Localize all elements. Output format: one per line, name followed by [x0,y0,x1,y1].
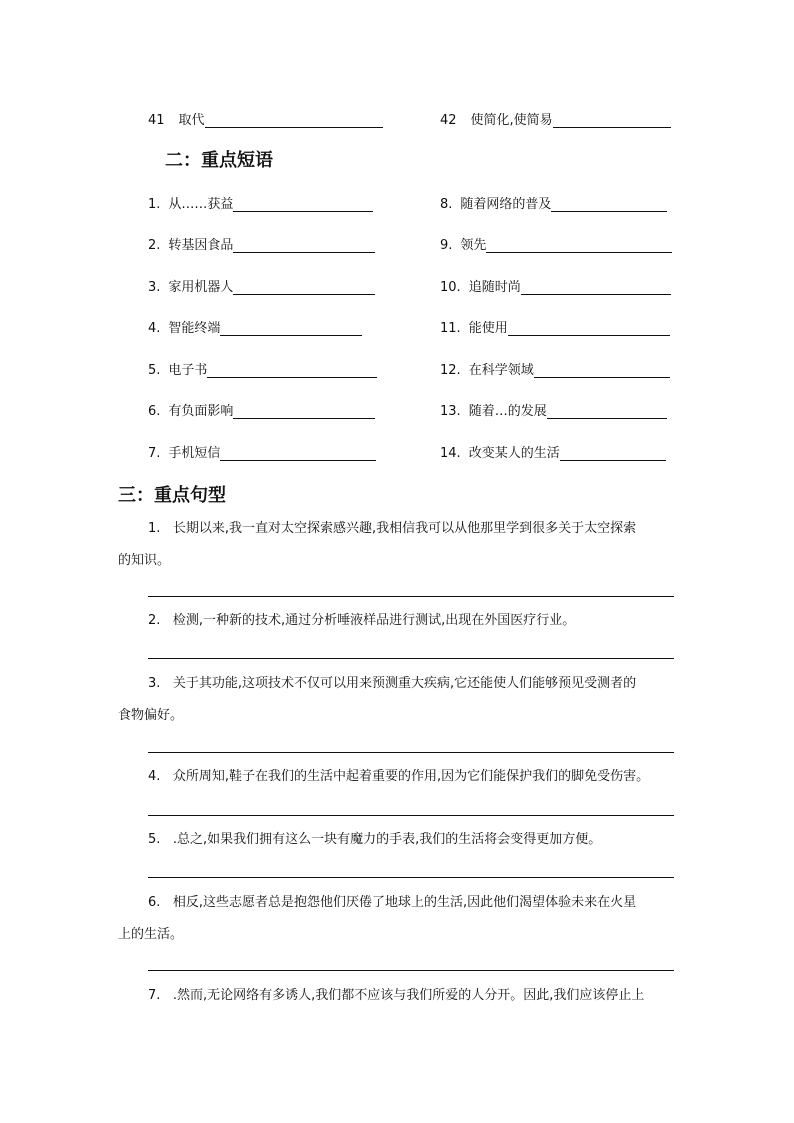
phrase-number: 13. [440,404,461,419]
phrase-item-11 [440,316,670,336]
phrase-number: 10. [440,280,461,295]
vocab-number: 42 [440,113,457,128]
phrase-item-2 [148,233,375,253]
sentence-number: 3. [148,676,161,691]
sentence-text-cont: 上的生活。 [118,927,184,942]
phrase-number: 6. [148,404,161,419]
answer-blank[interactable] [207,363,377,378]
sentence-text: .然而,无论网络有多诱人,我们都不应该与我们所爱的人分开。因此,我们应该停止上 [172,988,645,1003]
phrase-item-1 [148,192,373,212]
section-2-heading: 二：重点短语 [165,150,273,171]
answer-line[interactable] [148,752,674,753]
phrase-number: 11. [440,321,461,336]
phrase-number: 12. [440,363,461,378]
sentence-number: 4. [148,769,161,784]
answer-line[interactable] [148,815,674,816]
phrase-item-9 [440,233,672,253]
sentence-text: 众所周知,鞋子在我们的生活中起着重要的作用,因为它们能保护我们的脚免受伤害。 [172,769,650,784]
answer-blank[interactable] [521,280,671,295]
answer-blank[interactable] [553,113,671,128]
sentence-number: 5. [148,832,161,847]
phrase-text: 家用机器人 [168,280,234,295]
section-3-heading: 三：重点句型 [118,485,226,506]
phrase-text: 领先 [460,238,487,253]
vocab-number: 41 [148,113,165,128]
phrase-item-4 [148,316,362,336]
phrase-number: 3. [148,280,161,295]
sentence-number: 1. [148,521,161,536]
phrase-number: 7. [148,446,161,461]
phrase-text: 有负面影响 [168,404,234,419]
phrase-item-7 [148,441,376,461]
answer-blank[interactable] [233,197,373,212]
phrase-number: 4. [148,321,161,336]
answer-blank[interactable] [233,238,375,253]
phrase-text: 智能终端 [168,321,221,336]
phrase-text: 电子书 [168,363,208,378]
phrase-item-13 [440,399,667,419]
answer-blank[interactable] [220,446,376,461]
sentence-text: 相反,这些志愿者总是抱怨他们厌倦了地球上的生活,因此他们渴望体验未来在火星 [172,895,637,910]
phrase-text: 改变某人的生活 [468,446,560,461]
answer-blank[interactable] [233,404,375,419]
phrase-number: 9. [440,238,453,253]
sentence-text: 关于其功能,这项技术不仅可以用来预测重大疾病,它还能使人们能够预见受测者的 [172,676,637,691]
answer-blank[interactable] [547,404,667,419]
sentence-text: .总之,如果我们拥有这么一块有魔力的手表,我们的生活将会变得更加方便。 [172,832,602,847]
sentence-4 [118,761,678,793]
phrase-number: 1. [148,197,161,212]
answer-line[interactable] [148,877,674,878]
phrase-number: 14. [440,446,461,461]
vocab-text: 取代 [178,113,205,128]
answer-blank[interactable] [205,113,383,128]
phrase-item-14 [440,441,666,461]
vocab-item-41 [148,108,383,128]
phrase-text: 随着…的发展 [468,404,547,419]
sentence-text-cont: 食物偏好。 [118,708,184,723]
sentence-number: 6. [148,895,161,910]
answer-blank[interactable] [220,321,362,336]
phrase-text: 追随时尚 [468,280,521,295]
phrase-text: 转基因食品 [168,238,234,253]
sentence-number: 7. [148,988,161,1003]
answer-blank[interactable] [560,446,666,461]
phrase-text: 从……获益 [168,197,234,212]
sentence-6 [118,887,678,951]
answer-blank[interactable] [233,280,375,295]
sentence-1 [118,513,678,577]
sentence-text: 长期以来,我一直对太空探索感兴趣,我相信我可以从他那里学到很多关于太空探索 [172,521,637,536]
answer-line[interactable] [148,658,674,659]
phrase-text: 能使用 [468,321,508,336]
phrase-item-12 [440,358,670,378]
phrase-number: 8. [440,197,453,212]
sentence-3 [118,668,678,732]
sentence-7 [118,980,678,1012]
vocab-item-42 [440,108,671,128]
sentence-text-cont: 的知识。 [118,553,171,568]
sentence-number: 2. [148,613,161,628]
answer-line[interactable] [148,970,674,971]
phrase-item-3 [148,275,375,295]
phrase-text: 随着网络的普及 [460,197,552,212]
phrase-item-10 [440,275,671,295]
answer-blank[interactable] [486,238,672,253]
sentence-2 [118,605,678,637]
phrase-number: 5. [148,363,161,378]
sentence-text: 检测,一种新的技术,通过分析唾液样品进行测试,出现在外国医疗行业。 [172,613,576,628]
phrase-item-6 [148,399,375,419]
phrase-number: 2. [148,238,161,253]
phrase-item-5 [148,358,377,378]
answer-blank[interactable] [508,321,670,336]
vocab-text: 使简化,使简易 [470,113,553,128]
phrase-item-8 [440,192,667,212]
answer-line[interactable] [148,596,674,597]
answer-blank[interactable] [534,363,670,378]
sentence-5 [118,824,678,856]
phrase-text: 在科学领域 [468,363,534,378]
phrase-text: 手机短信 [168,446,221,461]
answer-blank[interactable] [551,197,667,212]
